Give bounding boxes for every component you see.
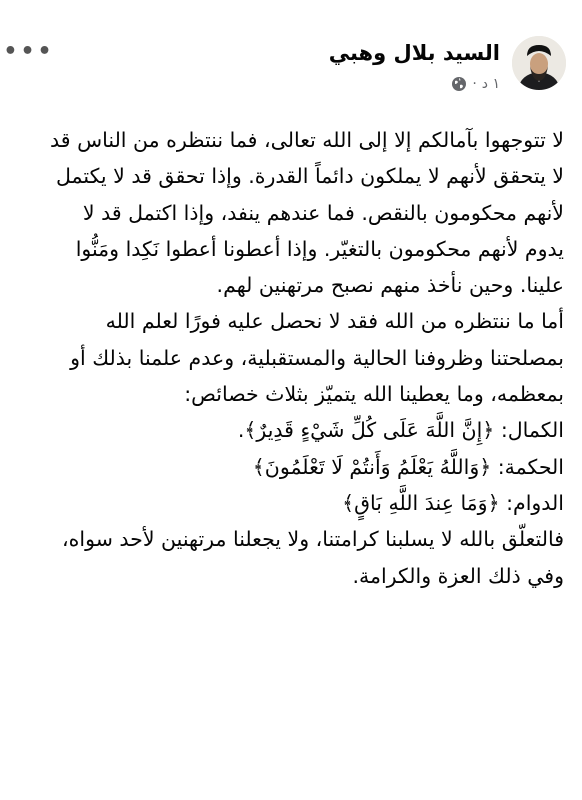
avatar[interactable] bbox=[512, 36, 566, 90]
post-timestamp[interactable]: ١ د bbox=[481, 76, 500, 92]
post-paragraph: فالتعلّق بالله لا يسلبنا كرامتنا، ولا يجعلنا مرتهنين لأحد سواه، وفي ذلك العزة والكرامة. bbox=[62, 527, 564, 588]
author-block bbox=[329, 36, 500, 92]
author-name[interactable]: السيد بلال وهبي bbox=[328, 41, 500, 65]
post-body bbox=[44, 122, 564, 594]
post-paragraph: الحكمة: ﴿وَاللَّهُ يَعْلَمُ وَأَنتُمْ لَا تَعْلَمُونَ﴾ bbox=[252, 454, 564, 479]
post-paragraph: الكمال: ﴿إِنَّ اللَّهَ عَلَى كُلِّ شَيْءٍ قَدِيرٌ﴾. bbox=[237, 418, 564, 443]
globe-icon[interactable] bbox=[451, 76, 467, 92]
post-paragraph: الدوام: ﴿وَمَا عِندَ اللَّهِ بَاقٍ﴾ bbox=[342, 490, 564, 515]
post-paragraph: لا تتوجهوا بآمالكم إلا إلى الله تعالى، فما ننتظره من الناس قد لا يتحقق لأنهم لا يملكون دائماً القدرة. وإذا تحقق قد لا يكتمل لأنهم محكومون بالنقص. فما عندهم ينفد، وإذا اكتمل قد لا يدوم لأنهم محكومون بالتغيّر. وإذا أعطونا أعطوا نَكِدا ومَنُّوا علينا. وحين نأخذ منهم نصبح مرتهنين لهم. bbox=[50, 128, 564, 298]
post-header bbox=[329, 36, 566, 92]
more-options-button[interactable] bbox=[3, 39, 55, 64]
post-paragraph: أما ما ننتظره من الله فقد لا نحصل عليه فورًا لعلم الله بمصلحتنا وظروفنا الحالية والمستقبلية، وعدم علمنا بذلك أو بمعظمه، وما يعطينا الله يتميّز بثلاث خصائص: bbox=[70, 309, 564, 407]
meta-separator: · bbox=[472, 76, 477, 92]
more-options-icon: ••• bbox=[3, 39, 55, 64]
post-meta bbox=[451, 76, 500, 92]
